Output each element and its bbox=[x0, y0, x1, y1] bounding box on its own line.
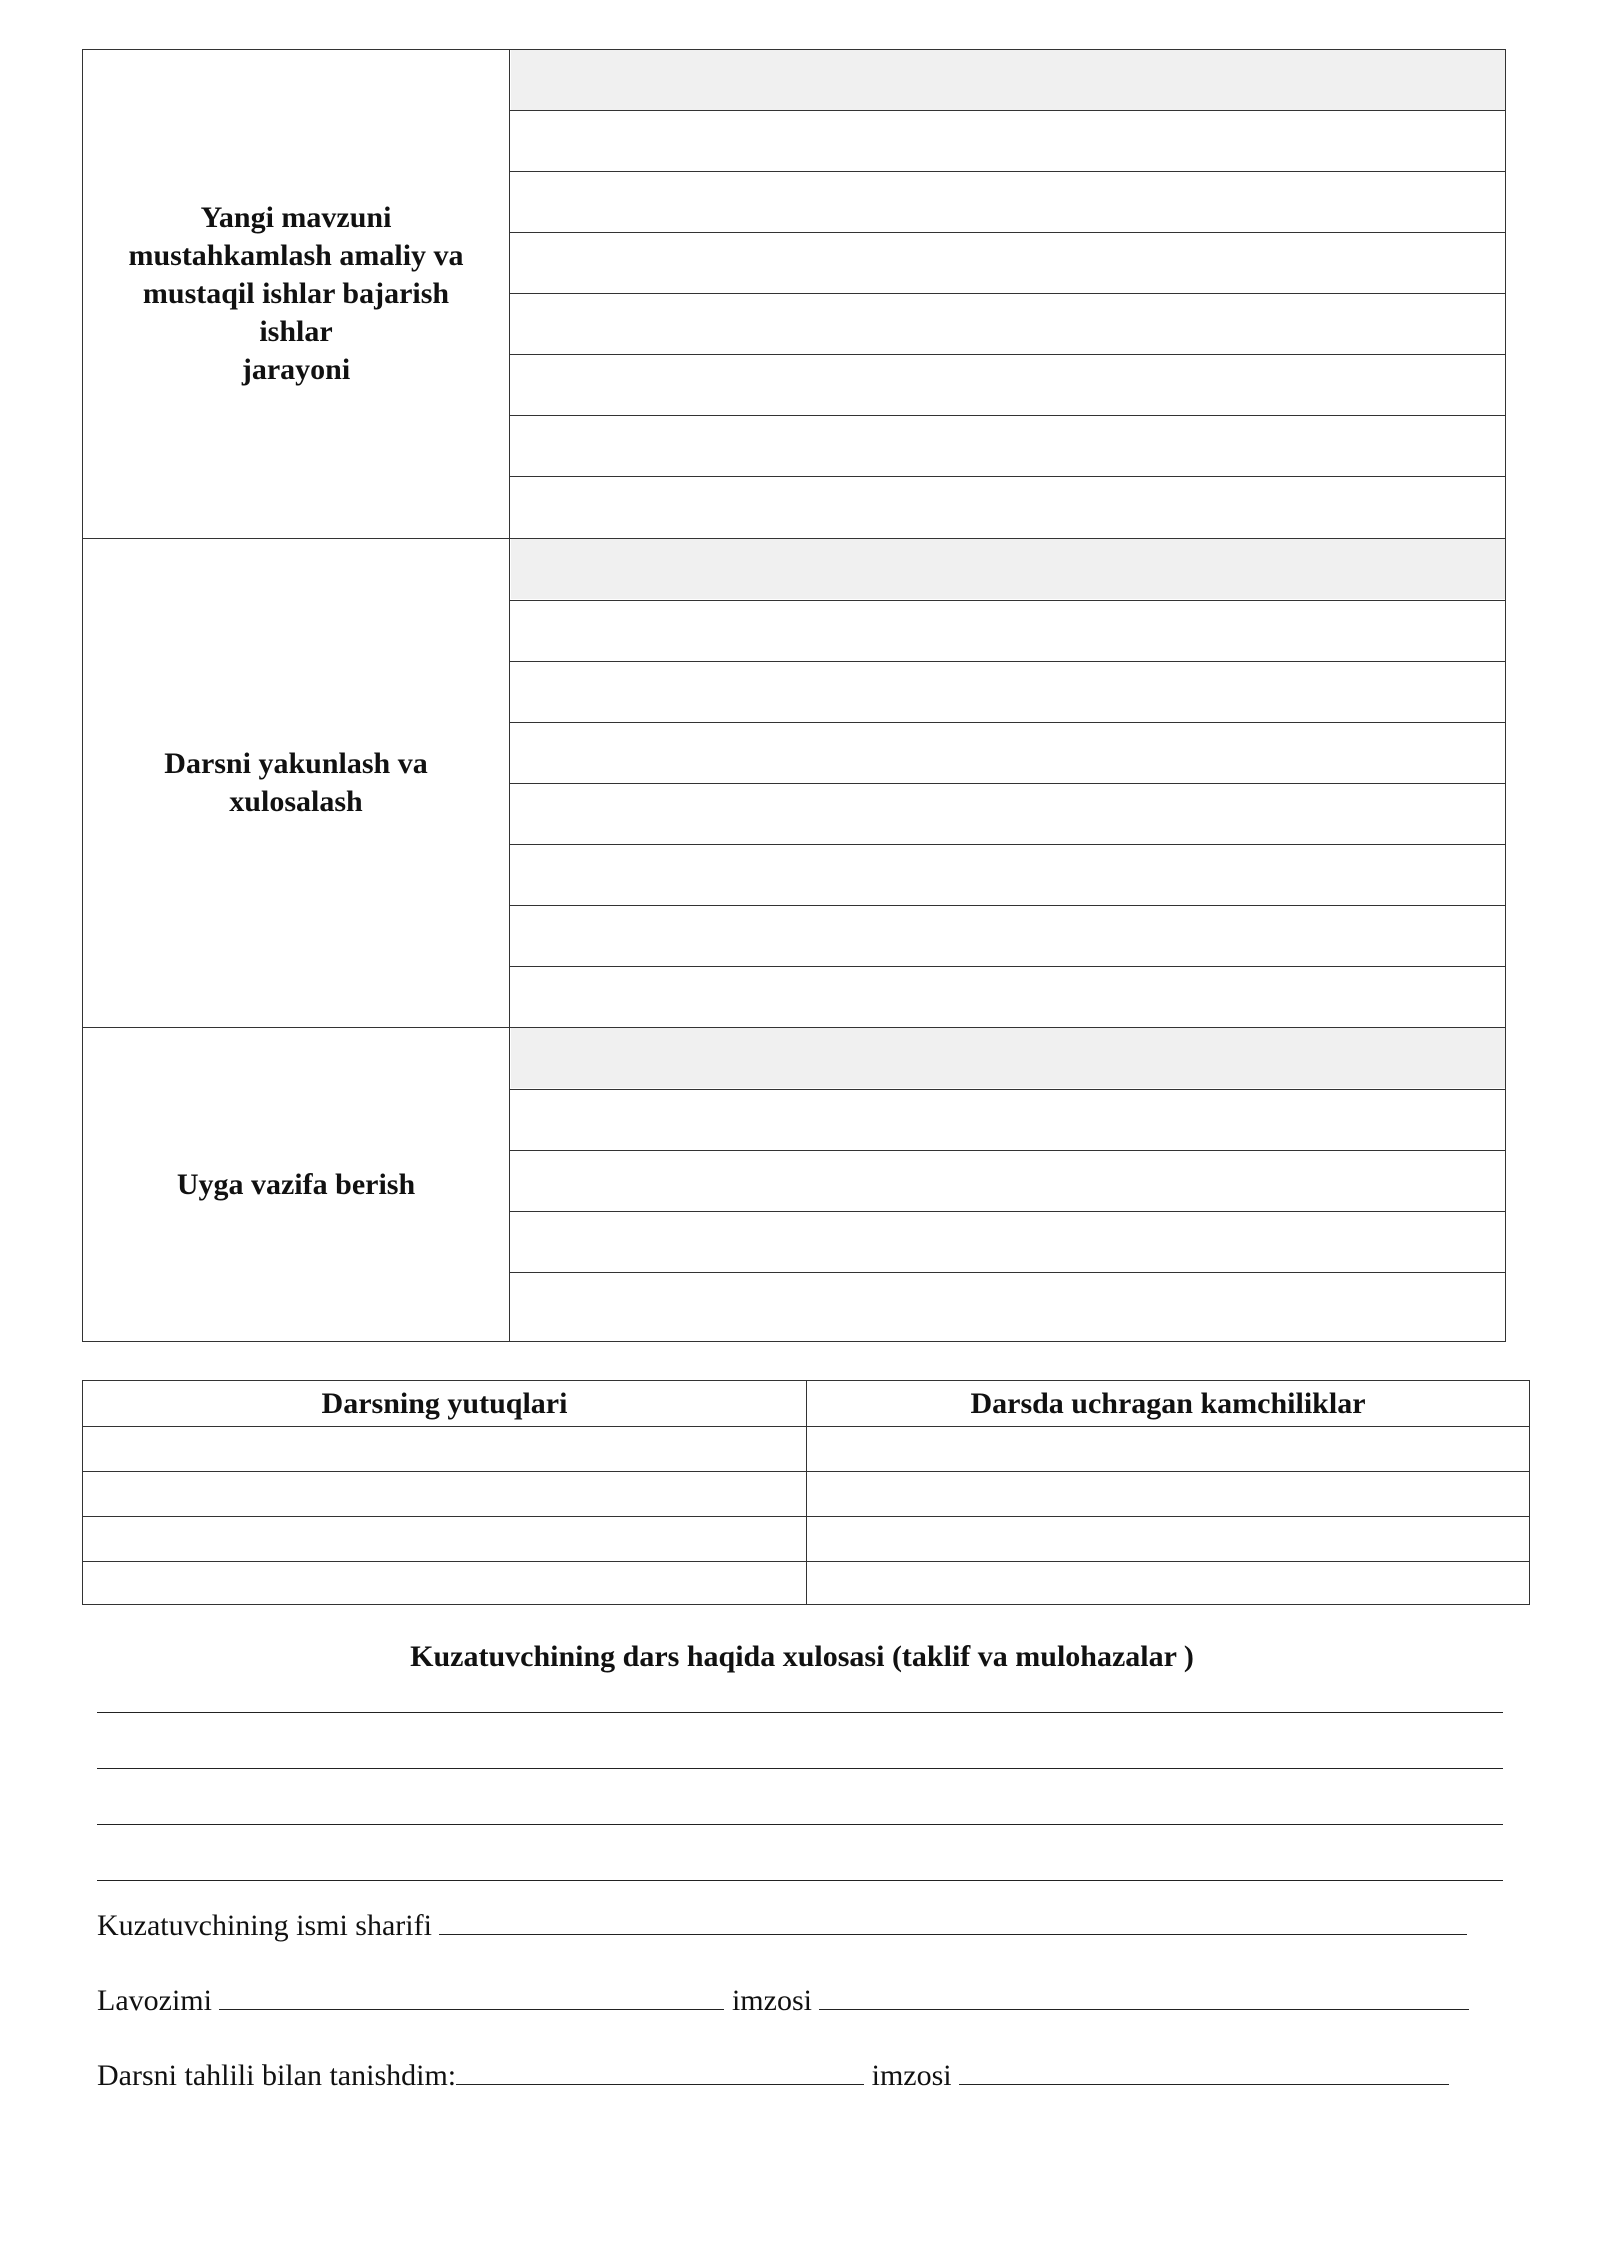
acquainted-field bbox=[97, 2054, 1449, 2093]
column-divider bbox=[806, 1381, 807, 1604]
row-divider bbox=[510, 600, 1505, 601]
conclusion-line[interactable] bbox=[97, 1768, 1503, 1769]
conclusion-line[interactable] bbox=[97, 1880, 1503, 1881]
results-table bbox=[82, 1380, 1530, 1605]
row-divider bbox=[510, 415, 1505, 416]
signature-blank[interactable] bbox=[819, 1979, 1469, 2010]
signature-label: imzosi bbox=[731, 1984, 812, 2017]
row-divider bbox=[510, 293, 1505, 294]
row-divider bbox=[510, 966, 1505, 967]
row-divider bbox=[510, 232, 1505, 233]
row-divider bbox=[510, 354, 1505, 355]
shortcomings-header: Darsda uchragan kamchiliklar bbox=[970, 1386, 1366, 1420]
acquainted-blank[interactable] bbox=[456, 2054, 864, 2085]
position-field bbox=[97, 1979, 1469, 2018]
section-2-label: Darsni yakunlash va xulosalash bbox=[83, 539, 510, 1027]
row-divider bbox=[510, 1150, 1505, 1151]
position-label: Lavozimi bbox=[97, 1984, 212, 2017]
row-divider bbox=[510, 1211, 1505, 1212]
row-divider bbox=[83, 1426, 1529, 1427]
row-divider bbox=[510, 171, 1505, 172]
row-divider bbox=[83, 1561, 1529, 1562]
observer-name-blank[interactable] bbox=[439, 1904, 1467, 1935]
section-1-label: Yangi mavzuni mustahkamlash amaliy va mustaqil ishlar bajarish ishlar jarayoni bbox=[83, 50, 510, 538]
row-divider bbox=[83, 1516, 1529, 1517]
row-divider bbox=[510, 905, 1505, 906]
row-divider bbox=[510, 1272, 1505, 1273]
observer-name-field bbox=[97, 1904, 1467, 1943]
row-divider bbox=[510, 1089, 1505, 1090]
row-divider bbox=[510, 783, 1505, 784]
row-divider bbox=[510, 110, 1505, 111]
conclusion-line[interactable] bbox=[97, 1712, 1503, 1713]
conclusion-line[interactable] bbox=[97, 1824, 1503, 1825]
achievements-header: Darsning yutuqlari bbox=[321, 1386, 568, 1420]
conclusion-title: Kuzatuvchining dars haqida xulosasi (taklif va mulohazalar ) bbox=[410, 1640, 1194, 1673]
acquainted-label: Darsni tahlili bilan tanishdim: bbox=[97, 2059, 457, 2092]
section-1-header-row bbox=[511, 50, 1505, 110]
section-2-header-row bbox=[511, 539, 1505, 599]
row-divider bbox=[510, 844, 1505, 845]
observer-name-label: Kuzatuvchining ismi sharifi bbox=[97, 1909, 432, 1942]
row-divider bbox=[83, 1471, 1529, 1472]
evaluation-table bbox=[82, 49, 1506, 1342]
position-blank[interactable] bbox=[219, 1979, 724, 2010]
row-divider bbox=[510, 661, 1505, 662]
signature-blank-2[interactable] bbox=[959, 2054, 1449, 2085]
section-3-header-row bbox=[511, 1028, 1505, 1088]
signature-label-2: imzosi bbox=[871, 2059, 952, 2092]
section-3-label: Uyga vazifa berish bbox=[83, 1028, 510, 1341]
row-divider bbox=[510, 476, 1505, 477]
row-divider bbox=[510, 722, 1505, 723]
